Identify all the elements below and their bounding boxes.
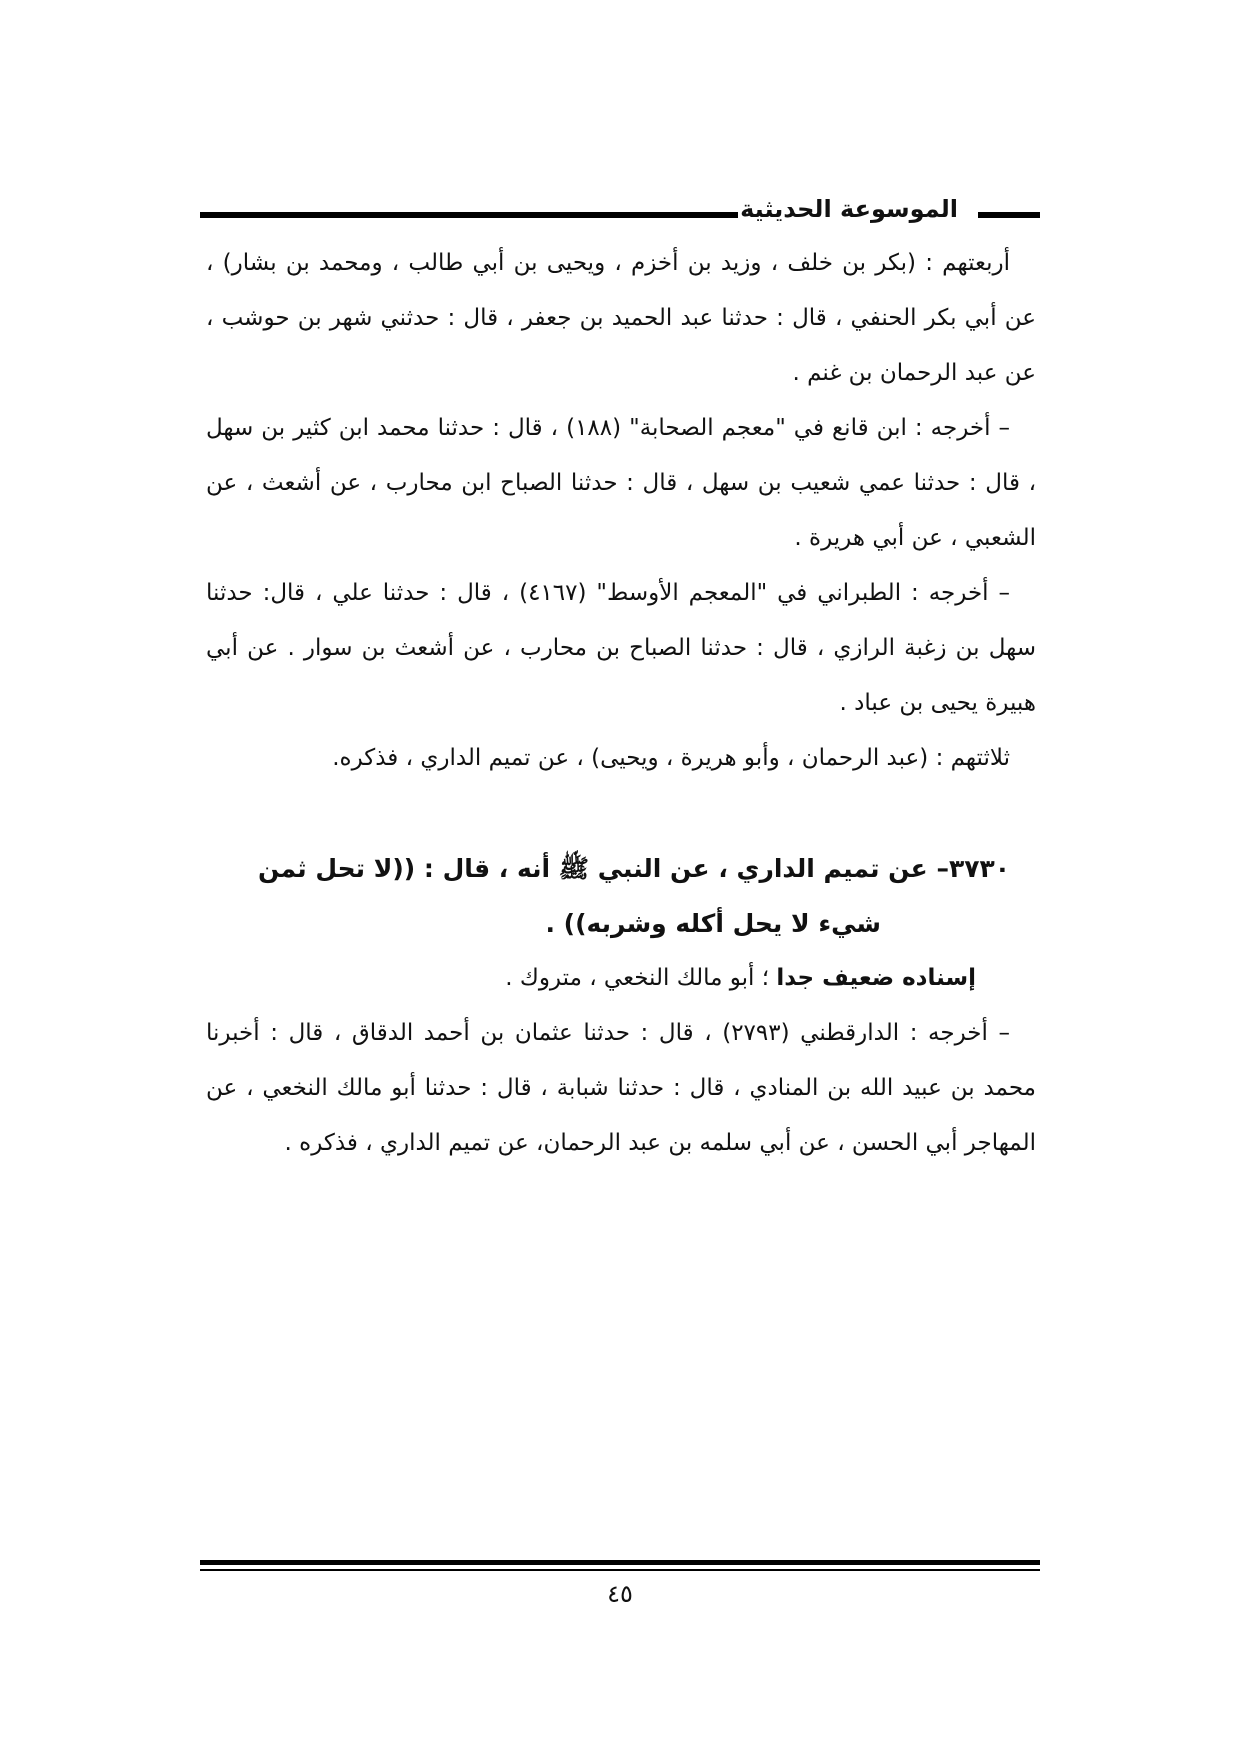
paragraph-4: ثلاثتهم : (عبد الرحمان ، وأبو هريرة ، ويحيى) ، عن تميم الداري ، فذكره. <box>332 745 1010 771</box>
header-rule-left <box>200 212 738 218</box>
footer-rule-thin <box>200 1569 1040 1571</box>
footer-rule-thick <box>200 1560 1040 1565</box>
page-body <box>206 236 1036 1171</box>
page-number: ٤٥ <box>607 1580 633 1608</box>
grading-verdict: إسناده ضعيف جدا <box>776 965 976 991</box>
paragraph-5: – أخرجه : الدارقطني (٢٧٩٣) ، قال : حدثنا عثمان بن أحمد الدقاق ، قال : أخبرنا محمد بن عبيد الله بن المنادي ، قال : حدثنا شبابة ، قال : حدثنا أبو مالك النخعي ، عن المهاجر أبي الحسن ، عن أبي سلمه بن عبد الرحمان، عن تميم الداري ، فذكره . <box>206 1020 1036 1156</box>
paragraph-1: أربعتهم : (بكر بن خلف ، وزيد بن أخزم ، ويحيى بن أبي طالب ، ومحمد بن بشار) ، عن أبي بكر الحنفي ، قال : حدثنا عبد الحميد بن جعفر ، قال : حدثني شهر بن حوشب ، عن عبد الرحمان بن غنم . <box>206 250 1036 386</box>
header-rule-right <box>978 212 1040 218</box>
header-title: الموسوعة الحديثية <box>728 192 970 226</box>
grading-reason: ؛ أبو مالك النخعي ، متروك . <box>505 965 777 991</box>
hadith-grading <box>206 951 1036 1006</box>
page-header <box>200 192 1040 232</box>
hadith-text-line-1: ٣٧٣٠– عن تميم الداري ، عن النبي ﷺ أنه ، قال : ((لا تحل ثمن <box>257 854 1010 883</box>
section-gap <box>206 786 1036 841</box>
hadith-text-line-2: شيء لا يحل أكله وشربه)) . <box>545 909 881 938</box>
paragraph-2: – أخرجه : ابن قانع في "معجم الصحابة" (١٨٨) ، قال : حدثنا محمد ابن كثير بن سهل ، قال : حدثنا عمي شعيب بن سهل ، قال : حدثنا الصباح ابن محارب ، عن أشعث ، عن الشعبي ، عن أبي هريرة . <box>206 415 1036 551</box>
paragraph-3: – أخرجه : الطبراني في "المعجم الأوسط" (٤١٦٧) ، قال : حدثنا علي ، قال: حدثنا سهل بن زغبة الرازي ، قال : حدثنا الصباح بن محارب ، عن أشعث بن سوار . عن أبي هبيرة يحيى بن عباد . <box>206 580 1036 716</box>
